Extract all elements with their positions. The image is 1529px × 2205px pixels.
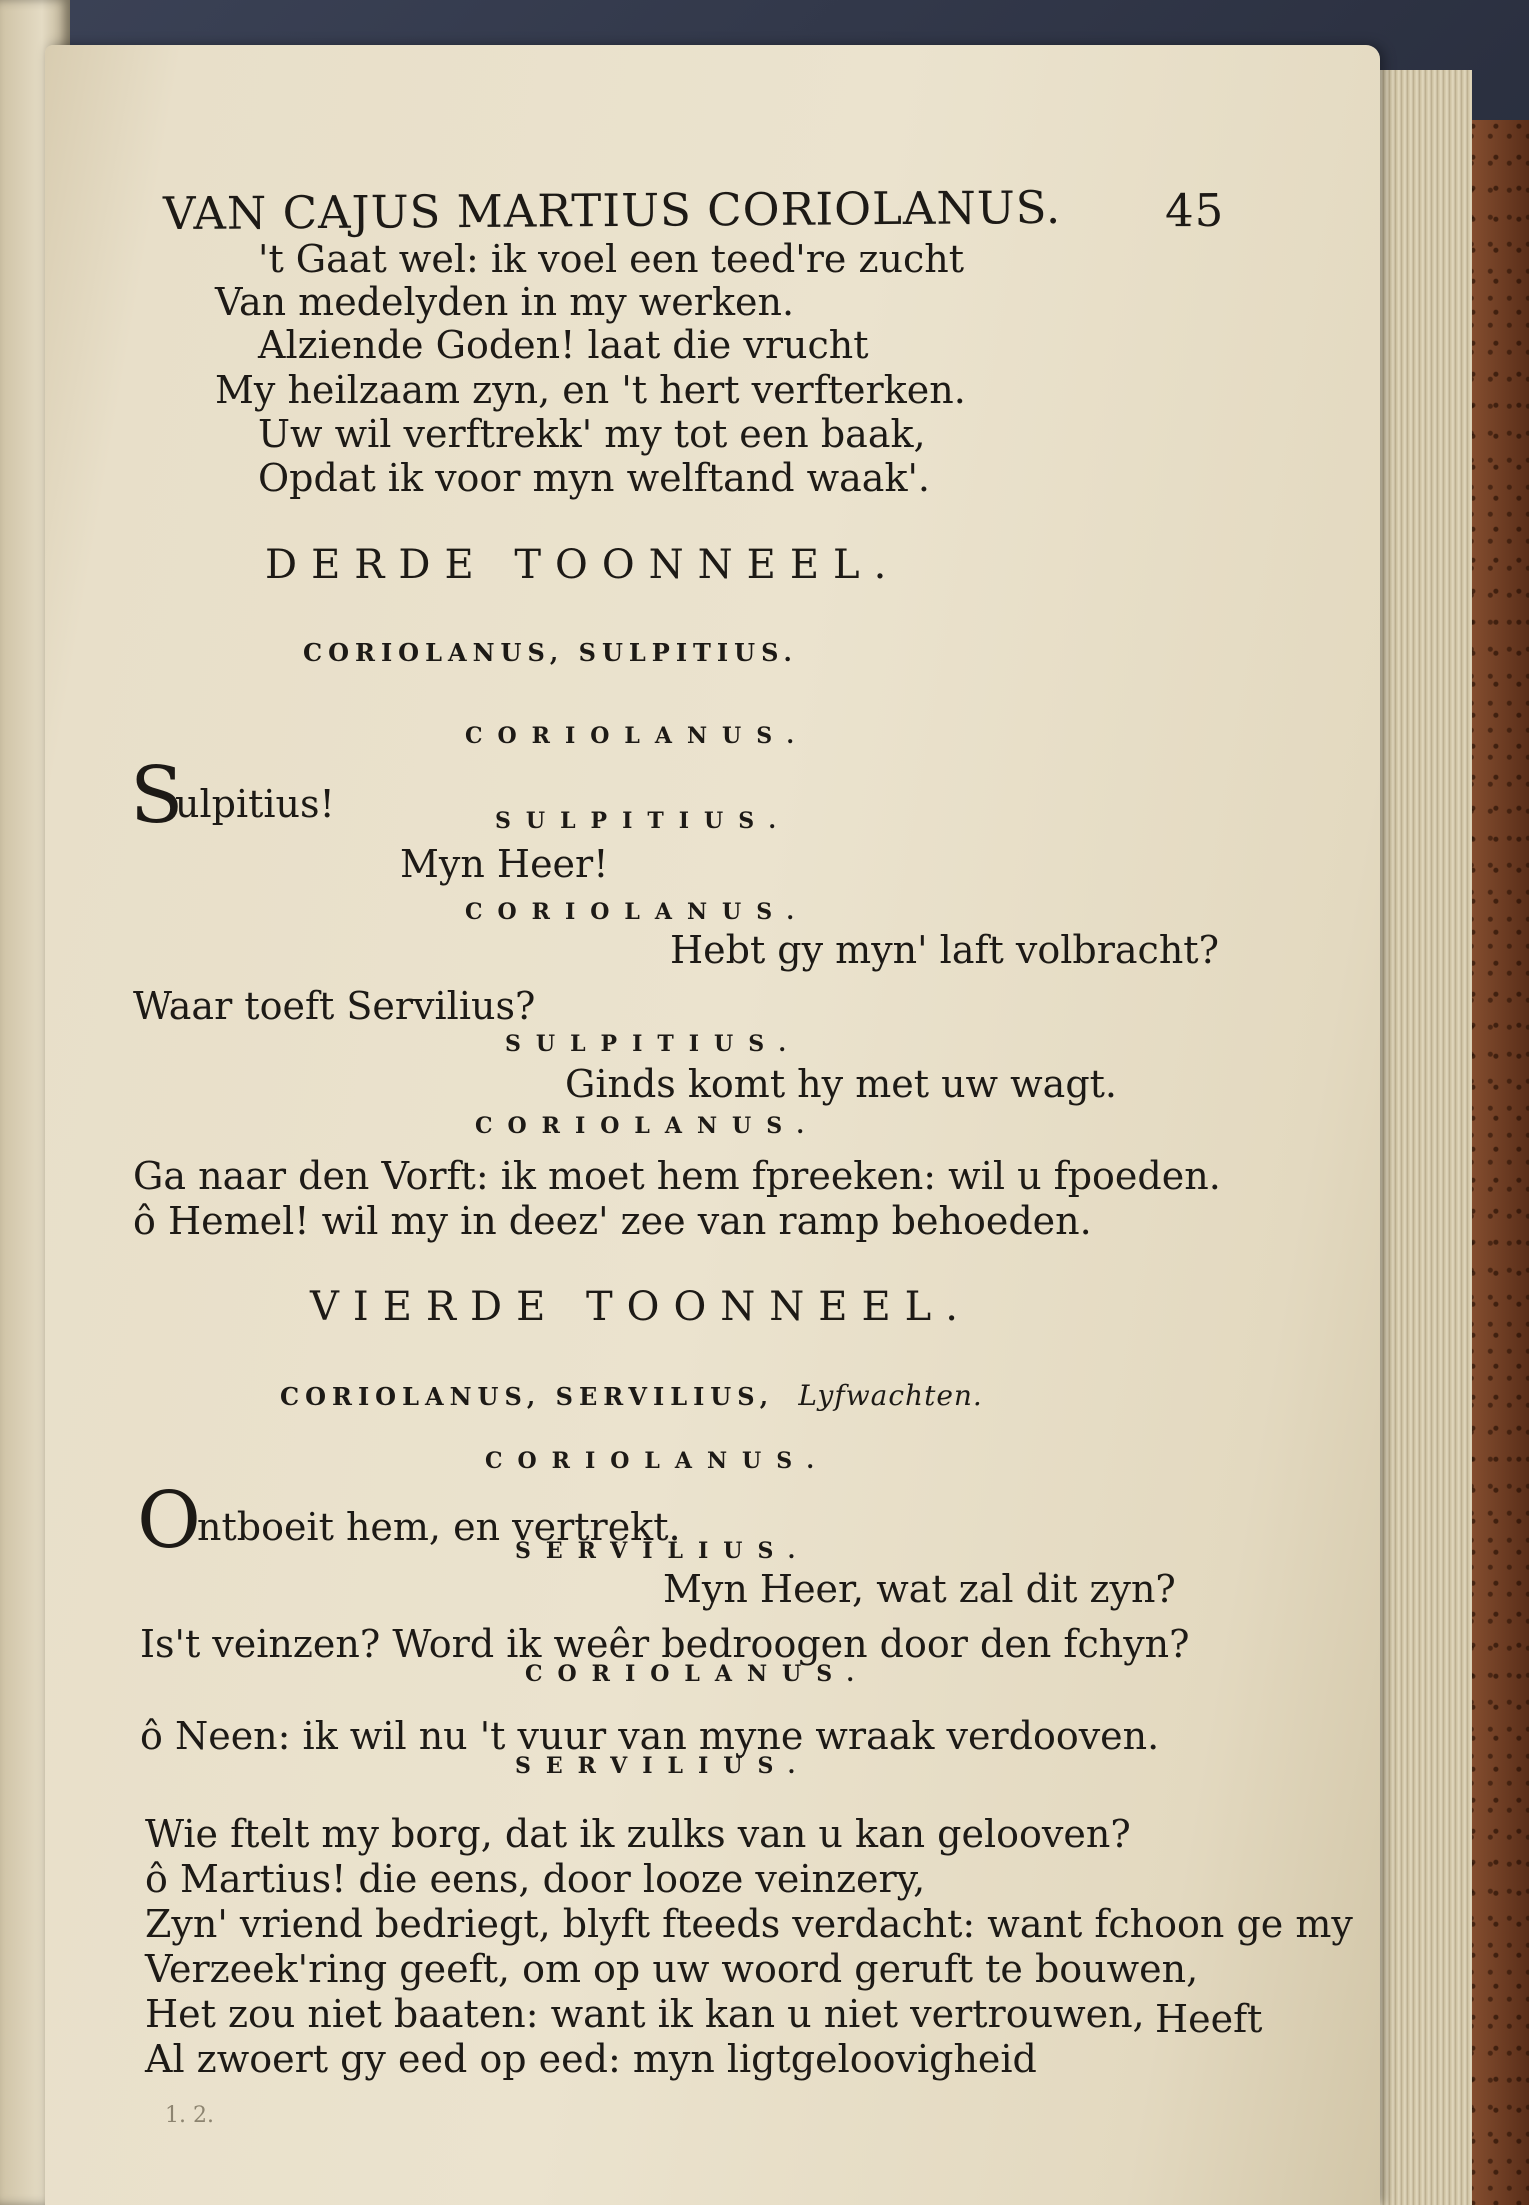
dialogue-line: Zyn' vriend bedriegt, blyft fteeds verdacht: want fchoon ge my [145, 1902, 1353, 1946]
signature-mark: 1. 2. [165, 2103, 214, 2128]
dialogue-line: ulpitius! [175, 782, 335, 826]
cast-list [280, 1379, 983, 1412]
dialogue-line: Myn Heer, wat zal dit zyn? [663, 1567, 1176, 1611]
cast-main: CORIOLANUS, SERVILIUS, [280, 1382, 775, 1411]
dialogue-line: Waar toeft Servilius? [133, 984, 536, 1028]
verse-line: Uw wil verftrekk' my tot een baak, [258, 412, 926, 456]
verse-line: Alziende Goden! laat die vrucht [258, 323, 869, 367]
dialogue-line: Al zwoert gy eed op eed: myn ligtgeloovigheid [145, 2037, 1037, 2081]
scene-title: DERDE TOONNEEL. [265, 542, 901, 588]
catchword: Heeft [1155, 1997, 1263, 2041]
speaker-label: CORIOLANUS. [465, 723, 810, 749]
cast-italic: Lyfwachten. [798, 1379, 983, 1412]
dialogue-line: Myn Heer! [400, 842, 609, 886]
dialogue-line: ô Hemel! wil my in deez' zee van ramp behoeden. [133, 1199, 1092, 1243]
dialogue-line: Hebt gy myn' laft volbracht? [670, 928, 1219, 972]
verse-line: My heilzaam zyn, en 't hert verfterken. [215, 368, 966, 412]
speaker-label: SULPITIUS. [505, 1031, 801, 1057]
book-page [45, 45, 1380, 2205]
speaker-label: SERVILIUS. [515, 1538, 811, 1564]
scene-title: VIERDE TOONNEEL. [310, 1284, 972, 1330]
speaker-label: SERVILIUS. [515, 1753, 811, 1779]
page-number: 45 [1164, 183, 1225, 238]
running-title: VAN CAJUS MARTIUS CORIOLANUS. [162, 180, 1062, 241]
dialogue-line: Ginds komt hy met uw wagt. [565, 1062, 1118, 1106]
speaker-label: CORIOLANUS. [485, 1448, 830, 1474]
dialogue-line: ntboeit hem, en vertrekt. [197, 1505, 681, 1549]
speaker-label: CORIOLANUS. [475, 1113, 820, 1139]
verse-line: Van medelyden in my werken. [215, 280, 795, 324]
dialogue-line: Het zou niet baaten: want ik kan u niet vertrouwen, [145, 1992, 1145, 2036]
dialogue-line: Wie ftelt my borg, dat ik zulks van u kan gelooven? [145, 1812, 1131, 1856]
dialogue-line: Verzeek'ring geeft, om op uw woord geruft te bouwen, [145, 1947, 1199, 1991]
drop-cap: O [137, 1476, 201, 1566]
dialogue-line: Is't veinzen? Word ik weêr bedroogen door den fchyn? [140, 1622, 1190, 1666]
dialogue-line: ô Martius! die eens, door looze veinzery, [145, 1857, 926, 1901]
verse-line: 't Gaat wel: ik voel een teed're zucht [258, 237, 964, 281]
speaker-label: CORIOLANUS. [525, 1661, 870, 1687]
speaker-label: CORIOLANUS. [465, 899, 810, 925]
speaker-label: SULPITIUS. [495, 808, 791, 834]
verse-line: Opdat ik voor myn welftand waak'. [258, 456, 931, 500]
dialogue-line: Ga naar den Vorft: ik moet hem fpreeken: wil u fpoeden. [133, 1154, 1221, 1198]
dialogue-line: ô Neen: ik wil nu 't vuur van myne wraak verdooven. [140, 1714, 1160, 1758]
cast-list: CORIOLANUS, SULPITIUS. [303, 638, 798, 667]
drop-cap: S [130, 751, 184, 841]
